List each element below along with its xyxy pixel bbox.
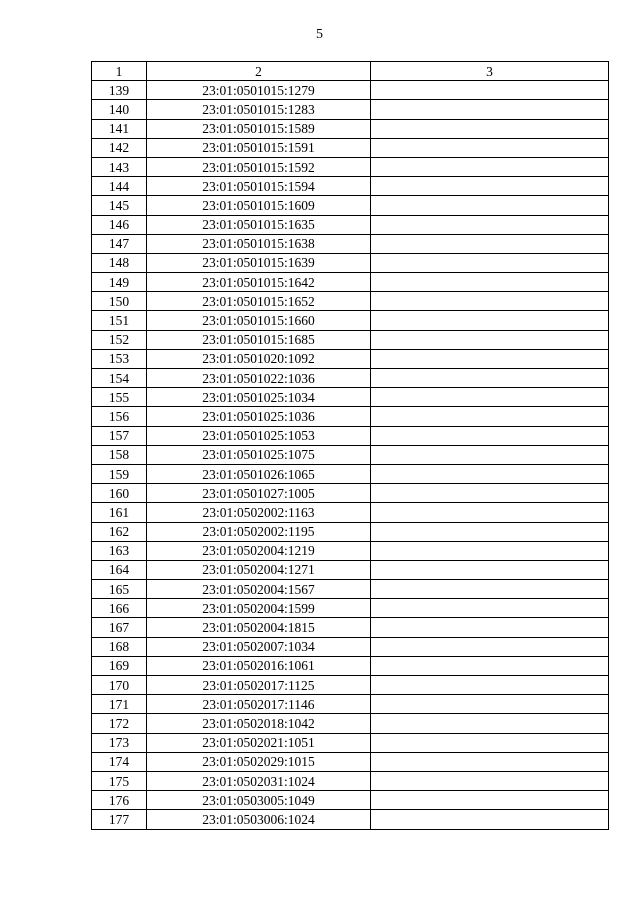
table-row (92, 292, 609, 311)
row-number-cell: 147 (92, 234, 147, 253)
table-row (92, 676, 609, 695)
cadastral-number-cell: 23:01:0501025:1034 (147, 388, 371, 407)
table-row (92, 714, 609, 733)
row-number-cell: 143 (92, 157, 147, 176)
notes-cell (371, 752, 609, 771)
cadastral-number-cell: 23:01:0501027:1005 (147, 484, 371, 503)
table-row (92, 388, 609, 407)
table-row (92, 522, 609, 541)
notes-cell (371, 637, 609, 656)
notes-cell (371, 177, 609, 196)
cadastral-number-cell: 23:01:0501015:1594 (147, 177, 371, 196)
cadastral-number-cell: 23:01:0501015:1592 (147, 157, 371, 176)
table-row (92, 771, 609, 790)
row-number-cell: 149 (92, 273, 147, 292)
row-number-cell: 163 (92, 541, 147, 560)
cadastral-number-cell: 23:01:0502021:1051 (147, 733, 371, 752)
notes-cell (371, 484, 609, 503)
registry-table (91, 61, 609, 830)
notes-cell (371, 560, 609, 579)
row-number-cell: 155 (92, 388, 147, 407)
cadastral-number-cell: 23:01:0501015:1642 (147, 273, 371, 292)
cadastral-number-cell: 23:01:0501015:1635 (147, 215, 371, 234)
cadastral-number-cell: 23:01:0501015:1279 (147, 81, 371, 100)
row-number-cell: 139 (92, 81, 147, 100)
table-row (92, 503, 609, 522)
row-number-cell: 144 (92, 177, 147, 196)
cadastral-number-cell: 23:01:0502004:1219 (147, 541, 371, 560)
table-row (92, 733, 609, 752)
cadastral-number-cell: 23:01:0502017:1125 (147, 676, 371, 695)
table-row (92, 426, 609, 445)
table-row (92, 464, 609, 483)
notes-cell (371, 656, 609, 675)
header-row (92, 62, 609, 81)
table-row (92, 791, 609, 810)
table-row (92, 253, 609, 272)
row-number-cell: 157 (92, 426, 147, 445)
row-number-cell: 145 (92, 196, 147, 215)
notes-cell (371, 273, 609, 292)
notes-cell (371, 676, 609, 695)
cadastral-number-cell: 23:01:0503005:1049 (147, 791, 371, 810)
cadastral-number-cell: 23:01:0501015:1609 (147, 196, 371, 215)
header-cell-3: 3 (371, 62, 609, 81)
notes-cell (371, 292, 609, 311)
notes-cell (371, 119, 609, 138)
cadastral-number-cell: 23:01:0502004:1599 (147, 599, 371, 618)
cadastral-number-cell: 23:01:0503006:1024 (147, 810, 371, 829)
table-row (92, 81, 609, 100)
notes-cell (371, 234, 609, 253)
table-body (92, 81, 609, 829)
cadastral-number-cell: 23:01:0502018:1042 (147, 714, 371, 733)
row-number-cell: 153 (92, 349, 147, 368)
cadastral-number-cell: 23:01:0502016:1061 (147, 656, 371, 675)
cadastral-number-cell: 23:01:0501025:1036 (147, 407, 371, 426)
cadastral-number-cell: 23:01:0501020:1092 (147, 349, 371, 368)
notes-cell (371, 599, 609, 618)
notes-cell (371, 714, 609, 733)
row-number-cell: 171 (92, 695, 147, 714)
notes-cell (371, 580, 609, 599)
row-number-cell: 159 (92, 464, 147, 483)
notes-cell (371, 388, 609, 407)
cadastral-number-cell: 23:01:0502031:1024 (147, 771, 371, 790)
row-number-cell: 154 (92, 369, 147, 388)
row-number-cell: 172 (92, 714, 147, 733)
page-number: 5 (316, 27, 323, 42)
table-row (92, 541, 609, 560)
row-number-cell: 169 (92, 656, 147, 675)
table-row (92, 273, 609, 292)
table-row (92, 100, 609, 119)
row-number-cell: 140 (92, 100, 147, 119)
cadastral-number-cell: 23:01:0501015:1591 (147, 138, 371, 157)
header-cell-1: 1 (92, 62, 147, 81)
table-row (92, 311, 609, 330)
cadastral-number-cell: 23:01:0502017:1146 (147, 695, 371, 714)
row-number-cell: 151 (92, 311, 147, 330)
notes-cell (371, 522, 609, 541)
notes-cell (371, 100, 609, 119)
notes-cell (371, 330, 609, 349)
row-number-cell: 176 (92, 791, 147, 810)
notes-cell (371, 695, 609, 714)
row-number-cell: 164 (92, 560, 147, 579)
header-cell-2: 2 (147, 62, 371, 81)
table-row (92, 407, 609, 426)
cadastral-number-cell: 23:01:0501015:1660 (147, 311, 371, 330)
cadastral-number-cell: 23:01:0501025:1075 (147, 445, 371, 464)
row-number-cell: 170 (92, 676, 147, 695)
notes-cell (371, 253, 609, 272)
table-row (92, 580, 609, 599)
notes-cell (371, 407, 609, 426)
notes-cell (371, 311, 609, 330)
table-row (92, 810, 609, 829)
table-row (92, 599, 609, 618)
row-number-cell: 161 (92, 503, 147, 522)
cadastral-number-cell: 23:01:0501015:1283 (147, 100, 371, 119)
row-number-cell: 177 (92, 810, 147, 829)
cadastral-number-cell: 23:01:0501015:1638 (147, 234, 371, 253)
notes-cell (371, 138, 609, 157)
table-row (92, 484, 609, 503)
notes-cell (371, 426, 609, 445)
cadastral-number-cell: 23:01:0502029:1015 (147, 752, 371, 771)
cadastral-number-cell: 23:01:0501015:1685 (147, 330, 371, 349)
row-number-cell: 160 (92, 484, 147, 503)
cadastral-number-cell: 23:01:0501015:1589 (147, 119, 371, 138)
table-row (92, 349, 609, 368)
row-number-cell: 165 (92, 580, 147, 599)
cadastral-number-cell: 23:01:0501015:1639 (147, 253, 371, 272)
cadastral-number-cell: 23:01:0501022:1036 (147, 369, 371, 388)
table-row (92, 196, 609, 215)
notes-cell (371, 810, 609, 829)
cadastral-number-cell: 23:01:0502004:1271 (147, 560, 371, 579)
notes-cell (371, 157, 609, 176)
table-row (92, 119, 609, 138)
table-row (92, 330, 609, 349)
row-number-cell: 174 (92, 752, 147, 771)
notes-cell (371, 541, 609, 560)
row-number-cell: 158 (92, 445, 147, 464)
table-row (92, 177, 609, 196)
row-number-cell: 141 (92, 119, 147, 138)
cadastral-number-cell: 23:01:0501026:1065 (147, 464, 371, 483)
cadastral-number-cell: 23:01:0502002:1163 (147, 503, 371, 522)
row-number-cell: 152 (92, 330, 147, 349)
notes-cell (371, 618, 609, 637)
table-row (92, 560, 609, 579)
row-number-cell: 166 (92, 599, 147, 618)
table-row (92, 215, 609, 234)
table-row (92, 637, 609, 656)
notes-cell (371, 215, 609, 234)
cadastral-number-cell: 23:01:0502002:1195 (147, 522, 371, 541)
table-row (92, 369, 609, 388)
table-row (92, 618, 609, 637)
notes-cell (371, 503, 609, 522)
table-row (92, 656, 609, 675)
notes-cell (371, 369, 609, 388)
row-number-cell: 150 (92, 292, 147, 311)
notes-cell (371, 196, 609, 215)
cadastral-number-cell: 23:01:0502004:1567 (147, 580, 371, 599)
table-row (92, 445, 609, 464)
table-row (92, 157, 609, 176)
row-number-cell: 162 (92, 522, 147, 541)
row-number-cell: 168 (92, 637, 147, 656)
row-number-cell: 167 (92, 618, 147, 637)
row-number-cell: 148 (92, 253, 147, 272)
notes-cell (371, 445, 609, 464)
row-number-cell: 173 (92, 733, 147, 752)
notes-cell (371, 733, 609, 752)
notes-cell (371, 791, 609, 810)
notes-cell (371, 349, 609, 368)
table-row (92, 752, 609, 771)
table-row (92, 695, 609, 714)
row-number-cell: 156 (92, 407, 147, 426)
notes-cell (371, 81, 609, 100)
row-number-cell: 142 (92, 138, 147, 157)
table-row (92, 138, 609, 157)
cadastral-number-cell: 23:01:0501015:1652 (147, 292, 371, 311)
table-row (92, 234, 609, 253)
row-number-cell: 146 (92, 215, 147, 234)
cadastral-number-cell: 23:01:0501025:1053 (147, 426, 371, 445)
notes-cell (371, 464, 609, 483)
table-header (92, 62, 609, 81)
row-number-cell: 175 (92, 771, 147, 790)
cadastral-number-cell: 23:01:0502007:1034 (147, 637, 371, 656)
notes-cell (371, 771, 609, 790)
cadastral-number-cell: 23:01:0502004:1815 (147, 618, 371, 637)
